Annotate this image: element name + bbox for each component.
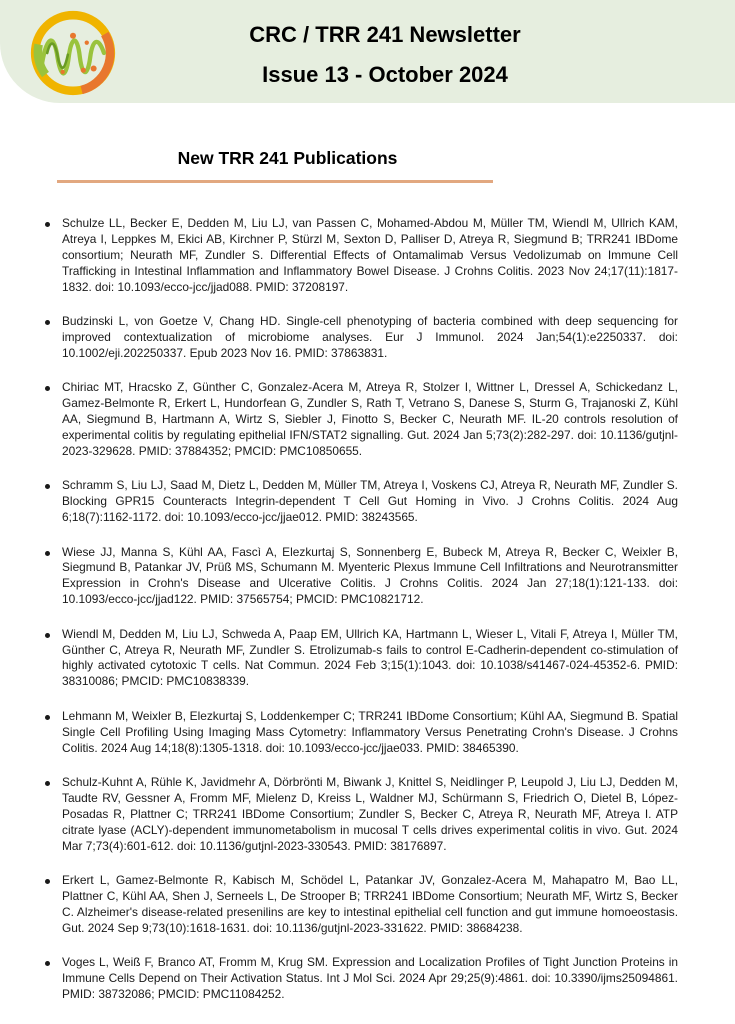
publication-item [44,380,678,460]
publication-item [44,216,678,296]
publication-list [44,216,678,1021]
publication-citation: Voges L, Weiß F, Branco AT, Fromm M, Krug SM. Expression and Localization Profiles of Tight Junction Proteins in Immune Cells Depend on Their Activation Status. Int J Mol Sci. 2024 Apr 29;25(9):4861. doi: 10.3390/ijms25094861. PMID: 38732086; PMCID: PMC11084252. [62,955,678,1001]
newsletter-header [0,0,735,103]
publication-citation: Chiriac MT, Hracsko Z, Günther C, Gonzalez-Acera M, Atreya R, Stolzer I, Wittner L, Dressel A, Schickedanz L, Gamez-Belmonte R, Erkert L, Hundorfean G, Zundler S, Rath T, Vetrano S, Danese S, Sturm G, Trajanoski Z, Kühl AA, Siegmund B, Hartmann A, Wirtz S, Siebler J, Finotto S, Becker C, Neurath MF. IL-20 controls resolution of experimental colitis by regulating epithelial IFN/STAT2 signalling. Gut. 2024 Jan 5;73(2):282-297. doi: 10.1136/gutjnl-2023-329628. PMID: 37884352; PMCID: PMC10850655. [62,380,678,458]
publication-citation: Schulze LL, Becker E, Dedden M, Liu LJ, van Passen C, Mohamed-Abdou M, Müller TM, Wiendl M, Ullrich KAM, Atreya I, Leppkes M, Ekici AB, Kirchner P, Stürzl M, Sexton D, Palliser D, Atreya R, Siegmund B; TRR241 IBDome consortium; Neurath MF, Zundler S. Differential Effects of Ontamalimab Versus Vedolizumab on Immune Cell Trafficking in Intestinal Inflammation and Inflammatory Bowel Disease. J Crohns Colitis. 2023 Nov 24;17(11):1817-1832. doi: 10.1093/ecco-jcc/jjad088. PMID: 37208197. [62,216,678,294]
section-divider [57,180,493,183]
section-title: New TRR 241 Publications [177,148,398,168]
publication-item [44,709,678,757]
bullet-icon [45,222,50,227]
trr241-logo [30,10,116,96]
bullet-icon [45,386,50,391]
publication-citation: Schramm S, Liu LJ, Saad M, Dietz L, Dedden M, Müller TM, Atreya I, Voskens CJ, Atreya R, Neurath MF, Zundler S. Blocking GPR15 Counteracts Integrin-dependent T Cell Gut Homing in Vivo. J Crohns Colitis. 2024 Aug 6;18(7):1162-1172. doi: 10.1093/ecco-jcc/jjae012. PMID: 38243565. [62,478,678,525]
publication-item [44,478,678,526]
publication-item [44,314,678,362]
issue-label: Issue 13 - October 2024 [262,62,508,87]
publication-item [44,873,678,937]
publication-citation: Lehmann M, Weixler B, Elezkurtaj S, Loddenkemper C; TRR241 IBDome Consortium; Kühl AA, Siegmund B. Spatial Single Cell Profiling Using Imaging Mass Cytometry: Inflammatory Versus Penetrating Crohn's Disease. J Crohns Colitis. 2024 Aug 14;18(8):1305-1318. doi: 10.1093/ecco-jcc/jjae033. PMID: 38465390. [62,708,678,755]
bullet-icon [45,879,50,884]
publication-citation: Wiese JJ, Manna S, Kühl AA, Fascì A, Elezkurtaj S, Sonnenberg E, Bubeck M, Atreya R, Becker C, Weixler B, Siegmund B, Patankar JV, Prüß MS, Schumann M. Myenteric Plexus Immune Cell Infiltrations and Neurotransmitter Expression in Crohn's Disease and Ulcerative Colitis. J Crohns Colitis. 2024 Jan 27;18(1):121-133. doi: 10.1093/ecco-jcc/jjad122. PMID: 37565754; PMCID: PMC10821712. [62,544,678,607]
publication-citation: Schulz-Kuhnt A, Rühle K, Javidmehr A, Dörbrönti M, Biwank J, Knittel S, Neidlinger P, Leupold J, Liu LJ, Dedden M, Taudte RV, Gessner A, Fromm MF, Mielenz D, Kreiss L, Waldner MJ, Schürmann S, Friedrich O, Dietel B, López-Posadas R, Plattner C; TRR241 IBDome Consortium; Zundler S, Becker C, Atreya R, Neurath MF, Atreya I. ATP citrate lyase (ACLY)-dependent immunometabolism in mucosal T cells drives experimental colitis in vivo. Gut. 2024 Mar 7;73(4):601-612. doi: 10.1136/gutjnl-2023-330543. PMID: 38176897. [62,774,678,853]
newsletter-title: CRC / TRR 241 Newsletter [249,22,521,47]
publication-citation: Erkert L, Gamez-Belmonte R, Kabisch M, Schödel L, Patankar JV, Gonzalez-Acera M, Mahapatro M, Bao LL, Plattner C, Kühl AA, Shen J, Serneels L, De Strooper B; TRR241 IBDome Consortium; Neurath MF, Wirtz S, Becker C. Alzheimer's disease-related presenilins are key to intestinal epithelial cell function and gut immune homoeostasis. Gut. 2024 Sep 9;73(10):1618-1631. doi: 10.1136/gutjnl-2023-331622. PMID: 38684238. [62,873,678,935]
publication-item [44,545,678,609]
bullet-icon [45,715,50,720]
publication-item [44,627,678,691]
publication-item [44,955,678,1003]
publication-citation: Wiendl M, Dedden M, Liu LJ, Schweda A, Paap EM, Ullrich KA, Hartmann L, Wieser L, Vitali F, Atreya I, Müller TM, Günther C, Atreya R, Neurath MF, Zundler S. Etrolizumab-s fails to control E-Cadherin-dependent co-stimulation of highly activated cytotoxic T cells. Nat Commun. 2024 Feb 3;15(1):1043. doi: 10.1038/s41467-024-45352-6. PMID: 38310086; PMCID: PMC10838339. [62,626,678,689]
bullet-icon [45,320,50,325]
bullet-icon [45,633,50,638]
bullet-icon [45,551,50,556]
bullet-icon [45,484,50,489]
bullet-icon [45,961,50,966]
publication-item [44,775,678,855]
bullet-icon [45,781,50,786]
publication-citation: Budzinski L, von Goetze V, Chang HD. Single-cell phenotyping of bacteria combined with deep sequencing for improved contextualization of microbiome analyses. Eur J Immunol. 2024 Jan;54(1):e2250337. doi: 10.1002/eji.202250337. Epub 2023 Nov 16. PMID: 37863831. [62,314,678,360]
